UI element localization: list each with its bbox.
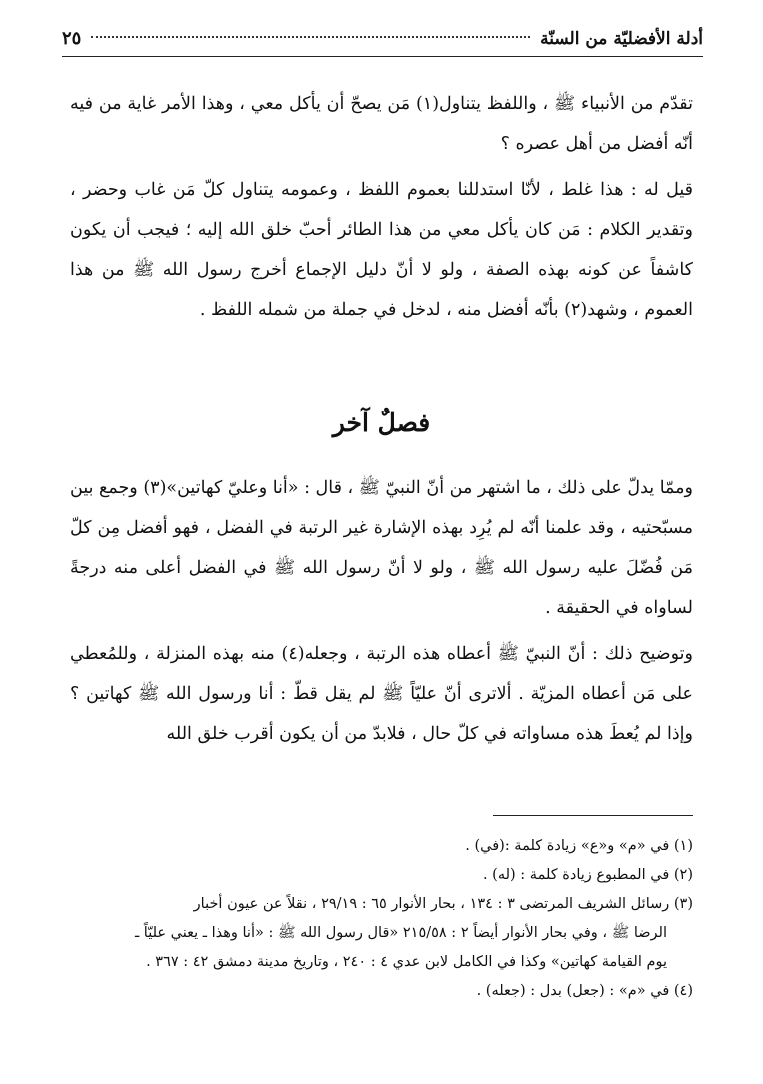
body-paragraph: وتوضيح ذلك : أنّ النبيّ ﷺ أعطاه هذه الرتبة ، وجعله(٤) منه بهذه المنزلة ، وللمُعطي على مَن أعطاه المزيّة . ألاترى أنّ عليّاً ﷺ لم يقل قطّ : أنا ورسول الله ﷺ كهاتين ؟ وإذا لم يُعطَ هذه مساواته في كلّ حال ، فلابدّ من أن يكون أقرب خلق الله	[70, 644, 693, 744]
footnote: (٤) في «م» : (جعل) بدل : (جعله) .	[476, 983, 693, 999]
footnote-separator	[493, 815, 693, 816]
footnote: (٢) في المطبوع زيادة كلمة : (له) .	[482, 867, 693, 883]
running-header	[62, 28, 703, 57]
footnote-continuation: يوم القيامة كهاتين» وكذا في الكامل لابن عدي ٤ : ٢٤٠ ، وتاريخ مدينة دمشق ٤٢ : ٣٦٧ .	[146, 954, 667, 970]
section-heading: فصلٌ آخر	[332, 408, 431, 437]
header-dot-leader	[91, 36, 530, 38]
footnote-continuation: الرضا ﷺ ، وفي بحار الأنوار أيضاً ٢ : ٢١٥/٥٨ «قال رسول الله ﷺ : «أنا وهذا ـ يعني عليّاً ـ	[134, 925, 667, 941]
page-number: ٢٥	[62, 28, 82, 49]
footnote: (١) في «م» و«ع» زيادة كلمة :(في) .	[465, 838, 693, 854]
body-paragraph: تقدّم من الأنبياء ﷺ ، واللفظ يتناول(١) مَن يصحّ أن يأكل معي ، وهذا الأمر غاية من فيه أنّه أفضل من أهل عصره ؟	[70, 94, 693, 154]
main-text-upper	[70, 84, 693, 330]
footnotes	[70, 832, 693, 1006]
footnote: (٣) رسائل الشريف المرتضى ٣ : ١٣٤ ، بحار الأنوار ٦٥ : ٢٩/١٩ ، نقلاً عن عيون أخبار	[193, 896, 693, 912]
running-title: أدلة الأفضليّة من السنّة	[540, 29, 703, 49]
body-paragraph: وممّا يدلّ على ذلك ، ما اشتهر من أنّ النبيّ ﷺ ، قال : «أنا وعليّ كهاتين»(٣) وجمع بين مسبّحتيه ، وقد علمنا أنّه لم يُرِد بهذه الإشارة غير الرتبة في الفضل ، فهو أفضل مِن كلّ مَن فُضّلَ عليه رسول الله ﷺ ، ولو لا أنّ رسول الله ﷺ في الفضل أعلى منه درجةً لساواه في الحقيقة .	[70, 478, 693, 618]
body-paragraph: قيل له : هذا غلط ، لأنّا استدللنا بعموم اللفظ ، وعمومه يتناول كلّ مَن غاب وحضر ، وتقدير الكلام : مَن كان يأكل معي من هذا الطائر أحبّ خلق الله إليه ؛ فيجب أن يكون كاشفاً عن كونه بهذه الصفة ، ولو لا أنّ دليل الإجماع أخرج رسول الله ﷺ من هذا العموم ، وشهد(٢) بأنّه أفضل منه ، لدخل في جملة من شمله اللفظ .	[70, 180, 693, 320]
main-text-lower	[70, 468, 693, 754]
